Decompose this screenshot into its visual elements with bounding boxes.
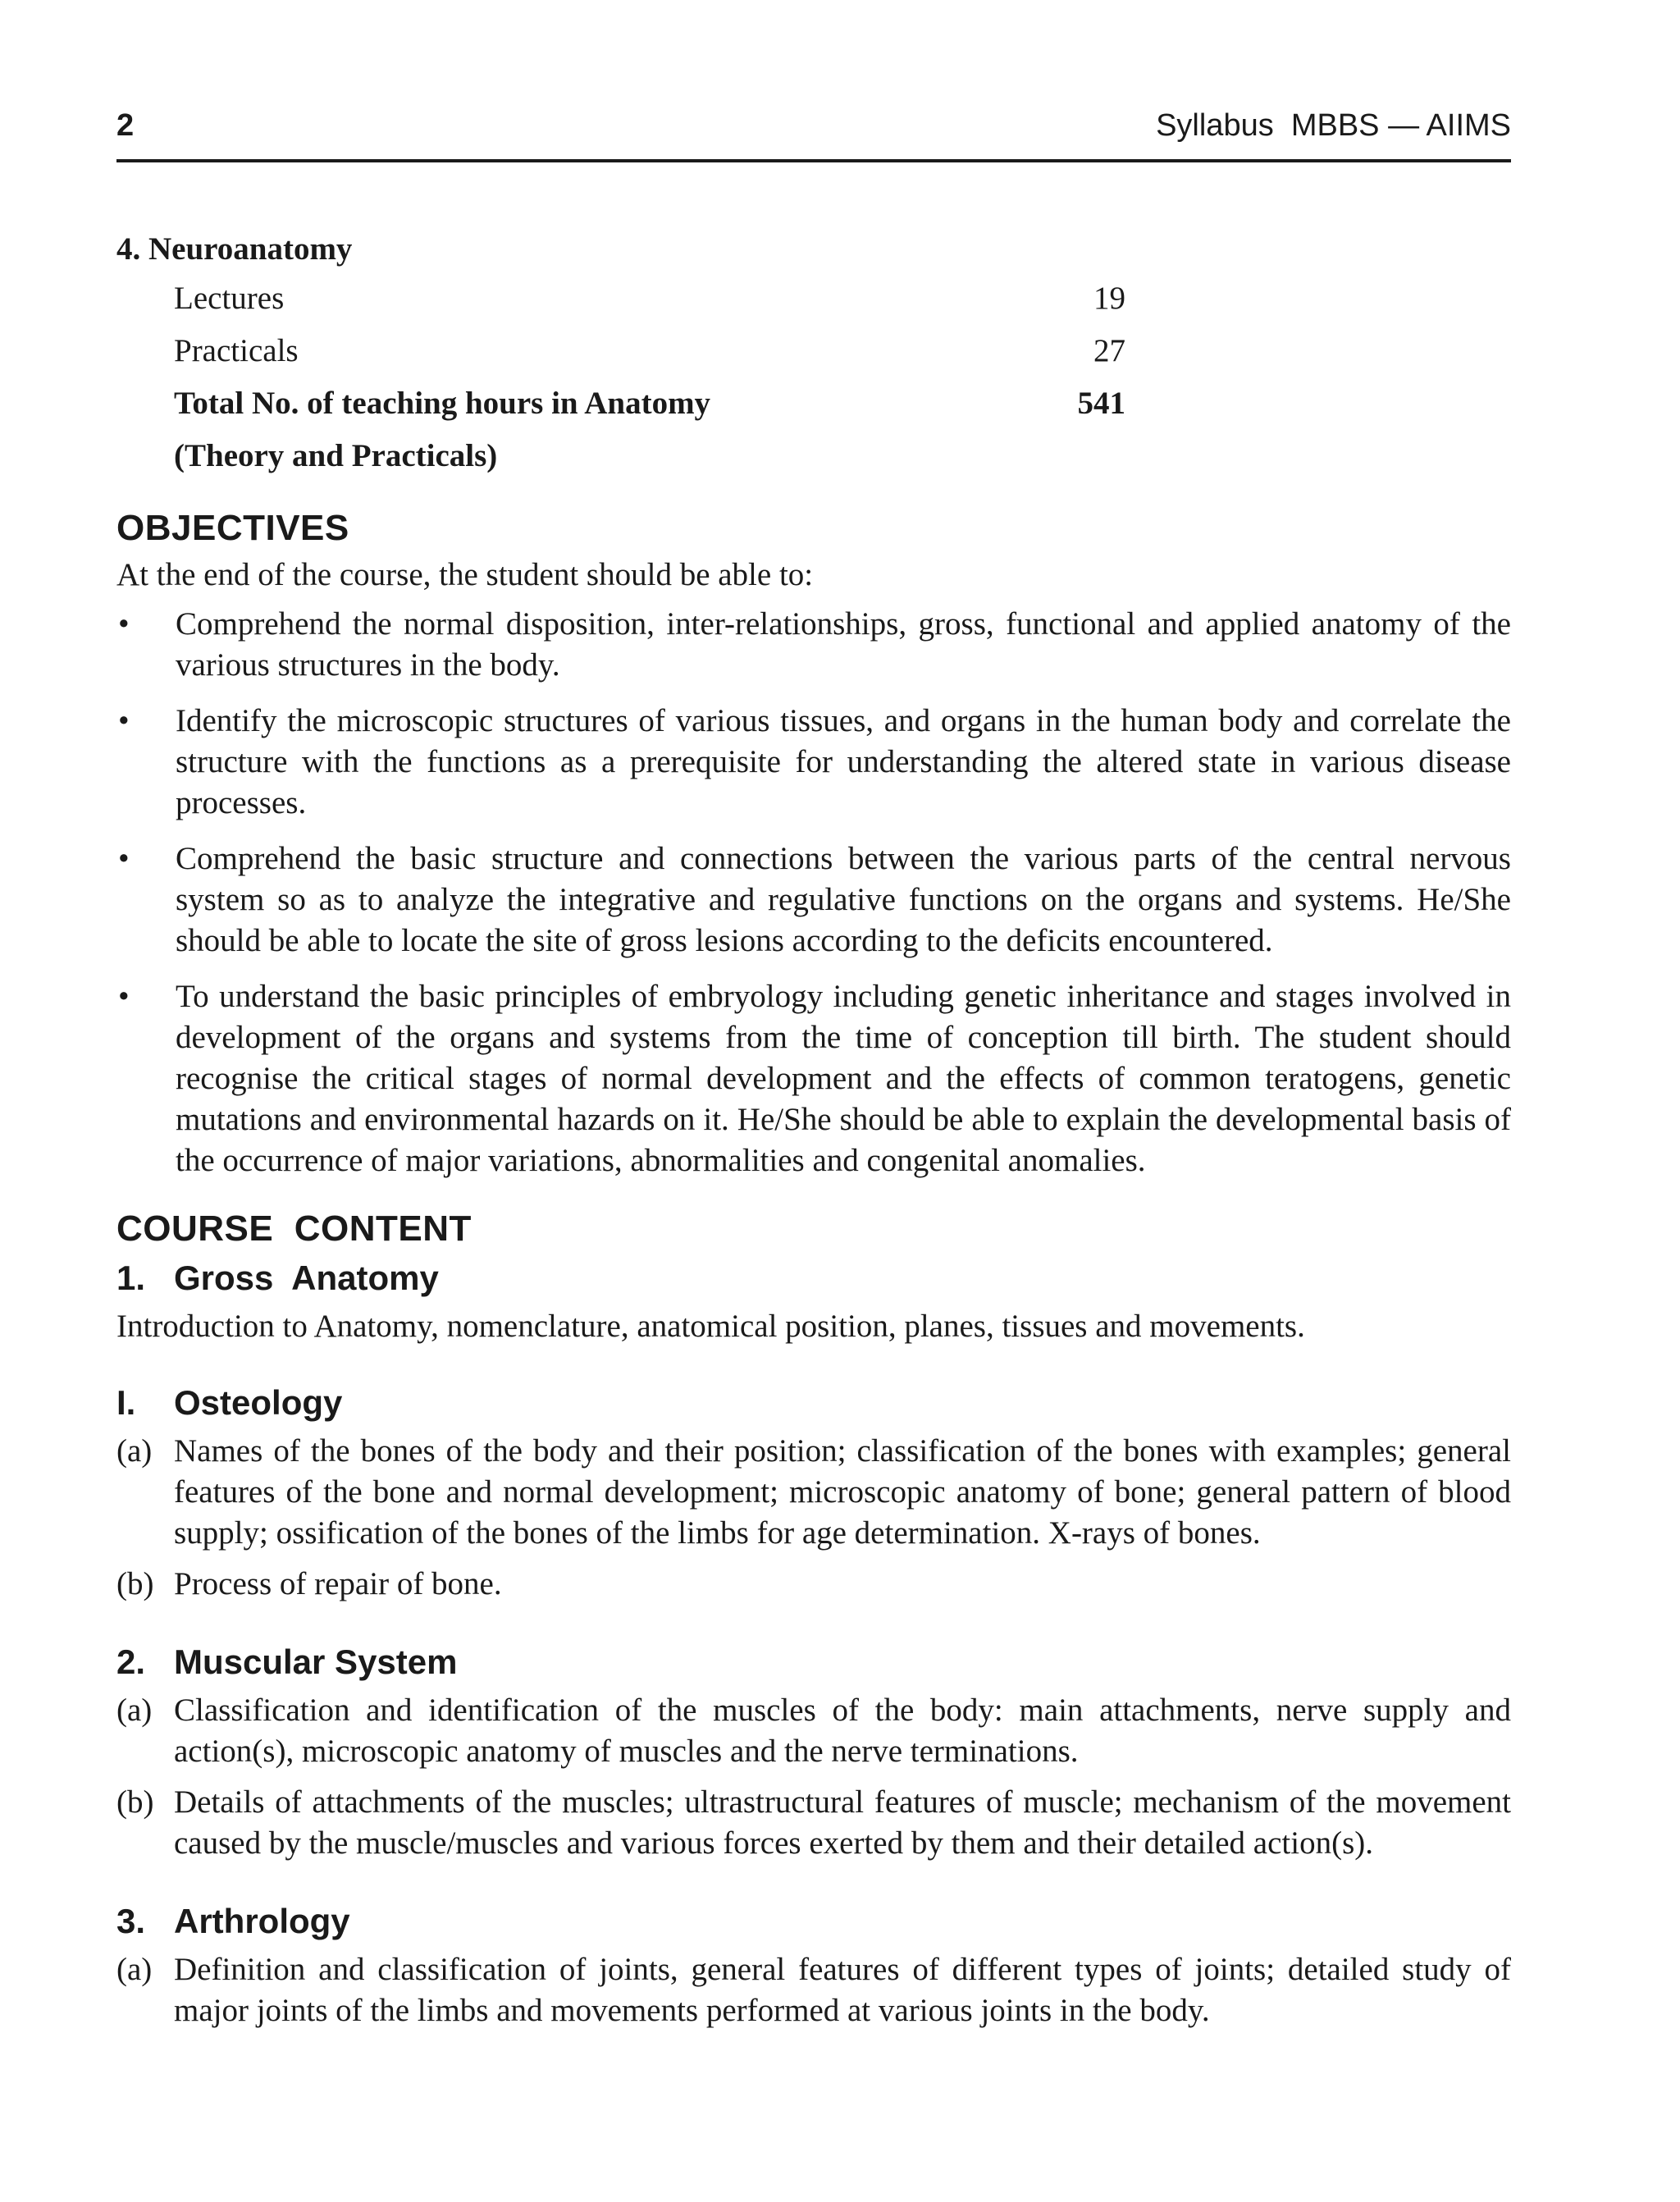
list-item [116, 1690, 1511, 1772]
neuroanatomy-section [116, 226, 1511, 482]
bullet-icon: • [118, 979, 130, 1014]
item-text: Process of repair of bone. [174, 1566, 502, 1601]
page-number: 2 [116, 108, 135, 143]
hours-value: 19 [1093, 281, 1125, 316]
hours-note: (Theory and Practicals) [174, 438, 498, 473]
hours-value: 27 [1093, 333, 1125, 368]
objectives-section [116, 505, 1511, 1181]
item-marker: (a) [116, 1693, 153, 1728]
running-header [116, 108, 1511, 161]
list-item [116, 1949, 1511, 2031]
objective-text: To understand the basic principles of embryology including genetic inheritance and stages involved in development of the organs and systems from the time of conception till birth. The student should recognise the critical stages of normal development and the effects of common teratogens, genetic mutations and environmental hazards on it. He/She should be able to explain the developmental basis of the occurrence of major variations, abnormalities and congenital anomalies. [176, 979, 1511, 1178]
list-item [116, 604, 1511, 686]
objective-text: Comprehend the normal disposition, inter-relationships, gross, functional and applied anatomy of the various structures in the body. [176, 606, 1511, 683]
item-text: Classification and identification of the muscles of the body: main attachments, nerve supply and action(s), microscopic anatomy of muscles and the nerve terminations. [174, 1693, 1511, 1769]
list-item [116, 701, 1511, 824]
course-content-heading: COURSE CONTENT [116, 1208, 472, 1249]
hours-label: Practicals [174, 333, 299, 368]
muscular-system-heading [116, 1639, 1511, 1685]
list-item [116, 1431, 1511, 1554]
hours-table [174, 272, 1125, 482]
item-text: Names of the bones of the body and their position; classification of the bones with examples; general features of the bone and normal development; microscopic anatomy of bone; general pattern of blood supply; ossification of the bones of the limbs for age determination. X-rays of bones. [174, 1433, 1511, 1551]
osteology-list [116, 1431, 1511, 1605]
running-title: Syllabus MBBS — AIIMS [1156, 108, 1511, 143]
page-content [116, 226, 1511, 2041]
bullet-icon: • [118, 841, 130, 876]
section-title: Gross Anatomy [174, 1259, 439, 1297]
header-rule [116, 159, 1511, 162]
section-number: I. [116, 1383, 136, 1422]
hours-row-total [174, 377, 1125, 430]
objectives-intro: At the end of the course, the student should be able to: [116, 557, 814, 592]
section-title: Osteology [174, 1383, 343, 1422]
bullet-icon: • [118, 606, 130, 642]
list-item [116, 1564, 1511, 1605]
hours-row-lectures [174, 272, 1125, 325]
section-number: 2. [116, 1642, 146, 1681]
item-marker: (b) [116, 1566, 154, 1601]
section-title: Arthrology [174, 1902, 350, 1940]
hours-value: 541 [1077, 386, 1125, 421]
list-item [116, 838, 1511, 962]
section-title: Muscular System [174, 1642, 458, 1681]
objectives-heading: OBJECTIVES [116, 508, 349, 548]
objective-text: Comprehend the basic structure and connections between the various parts of the central nervous system so as to analyze the integrative and regulative functions on the organs and systems. He/She should be able to locate the site of gross lesions according to the deficits encountered. [176, 841, 1511, 958]
list-item [116, 1782, 1511, 1864]
section-number: 1. [116, 1259, 146, 1297]
hours-label: Lectures [174, 281, 285, 316]
gross-anatomy-heading [116, 1255, 1511, 1301]
objective-text: Identify the microscopic structures of various tissues, and organs in the human body and correlate the structure with the functions as a prerequisite for understanding the altered state in various disease processes. [176, 703, 1511, 820]
item-text: Details of attachments of the muscles; ultrastructural features of muscle; mechanism of the movement caused by the muscle/muscles and various forces exerted by them and their detailed action(s). [174, 1784, 1511, 1861]
osteology-heading [116, 1380, 1511, 1426]
item-text: Definition and classification of joints, general features of different types of joints; detailed study of major joints of the limbs and movements performed at various joints in the body. [174, 1952, 1511, 2028]
hours-row-practicals [174, 325, 1125, 377]
bullet-icon: • [118, 703, 130, 738]
item-marker: (a) [116, 1952, 153, 1987]
arthrology-heading [116, 1898, 1511, 1944]
muscular-system-list [116, 1690, 1511, 1864]
arthrology-list [116, 1949, 1511, 2031]
list-item [116, 976, 1511, 1181]
item-marker: (b) [116, 1784, 154, 1820]
course-content-section [116, 1206, 1511, 2031]
neuroanatomy-title: 4. Neuroanatomy [116, 231, 353, 267]
gross-anatomy-intro: Introduction to Anatomy, nomenclature, anatomical position, planes, tissues and movements. [116, 1309, 1305, 1344]
item-marker: (a) [116, 1433, 153, 1469]
section-number: 3. [116, 1902, 146, 1940]
objectives-list [116, 604, 1511, 1181]
hours-label: Total No. of teaching hours in Anatomy [174, 386, 711, 421]
